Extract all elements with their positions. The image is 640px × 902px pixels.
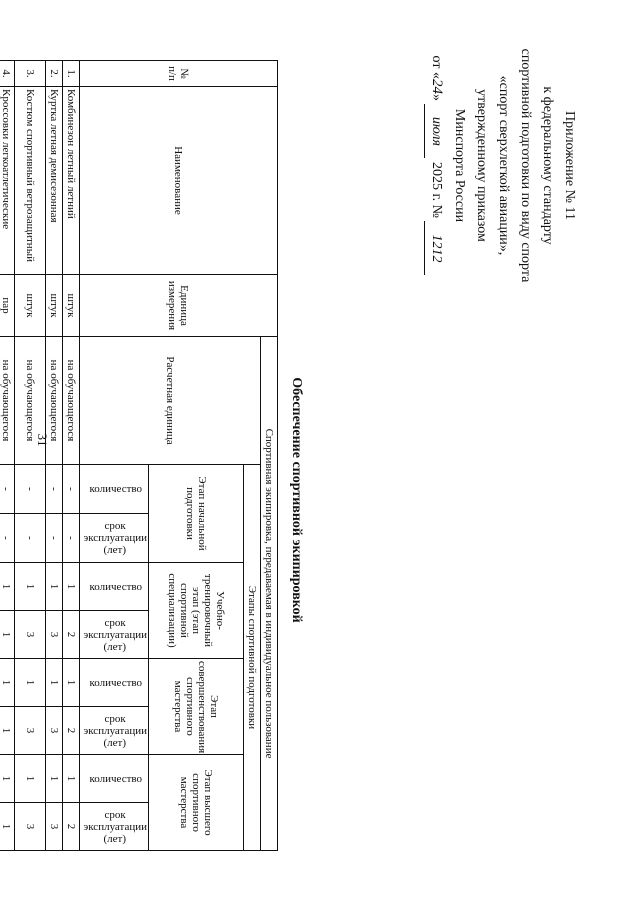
header-stages-group: Этапы спортивной подготовки	[244, 465, 261, 851]
date-mid: »	[429, 93, 444, 101]
header-qty	[79, 563, 148, 611]
row-num: 3.	[14, 61, 45, 87]
row-name: Комбинезон летный летний	[62, 87, 79, 275]
row-term: -	[14, 514, 45, 563]
row-num: 1.	[62, 61, 79, 87]
row-quantity: -	[62, 465, 79, 514]
row-num: 2.	[45, 61, 62, 87]
header-qty-text: количество	[89, 676, 142, 689]
row-name: Куртка летная демисезонная	[45, 87, 62, 275]
header-stage: Этап высшего спортивного мастерства	[149, 755, 244, 851]
row-quantity: 1	[45, 563, 62, 611]
page-title: Обеспечение спортивной экипировкой	[289, 377, 304, 623]
header-name: Наименование	[79, 87, 277, 275]
row-unit: пар	[0, 275, 14, 337]
row-quantity: -	[14, 465, 45, 514]
header-term	[79, 803, 148, 851]
header-qty	[79, 755, 148, 803]
appendix-line: «спорт сверхлегкой авиации»,	[496, 75, 511, 256]
row-name: Кроссовки легкоатлетические	[0, 87, 14, 275]
appendix-line: Минспорта России	[452, 108, 467, 223]
row-term: 2	[62, 707, 79, 755]
row-term: 3	[45, 707, 62, 755]
date-year: 2025 г. №	[429, 161, 444, 218]
table-row	[62, 61, 79, 851]
page-number: 31	[35, 433, 50, 447]
row-calc: на обучающегося	[45, 337, 62, 465]
row-calc: на обучающегося	[62, 337, 79, 465]
header-calc: Расчетная единица	[79, 337, 260, 465]
row-term: -	[45, 514, 62, 563]
row-term: 3	[45, 611, 62, 659]
header-qty	[79, 465, 148, 514]
row-quantity: 1	[62, 563, 79, 611]
row-unit: штук	[62, 275, 79, 337]
header-num: № п/п	[79, 61, 277, 87]
header-stage: Этап начальной подготовки	[149, 465, 244, 563]
header-term	[79, 707, 148, 755]
row-quantity: 1	[62, 755, 79, 803]
row-term: 3	[14, 803, 45, 851]
row-term: 2	[62, 803, 79, 851]
row-calc: на обучающегося	[14, 337, 45, 465]
header-term-text: срок эксплуатации (лет)	[83, 712, 148, 749]
row-quantity: 1	[0, 755, 14, 803]
header-term-text: срок эксплуатации (лет)	[83, 616, 148, 653]
row-name: Костюм спортивный ветрозащитный	[14, 87, 45, 275]
header-qty-text: количество	[89, 580, 142, 593]
row-term: 3	[14, 611, 45, 659]
row-quantity: -	[45, 465, 62, 514]
row-quantity: 1	[45, 755, 62, 803]
row-quantity: -	[0, 465, 14, 514]
row-term: 1	[0, 803, 14, 851]
header-qty-text: количество	[89, 772, 142, 785]
row-quantity: 1	[14, 563, 45, 611]
row-calc: на обучающегося	[0, 337, 14, 465]
date-day: 24	[429, 78, 445, 94]
date-prefix: от «	[429, 55, 444, 79]
row-term: -	[62, 514, 79, 563]
appendix-line: Приложение № 11	[562, 111, 577, 220]
header-term-text: срок эксплуатации (лет)	[83, 520, 148, 556]
row-term: 1	[0, 611, 14, 659]
order-number: 1212	[424, 221, 447, 275]
row-num: 4.	[0, 61, 14, 87]
row-term: 3	[45, 803, 62, 851]
row-quantity: 1	[62, 659, 79, 707]
row-quantity: 1	[14, 659, 45, 707]
row-quantity: 1	[45, 659, 62, 707]
row-term: -	[0, 514, 14, 563]
appendix-line: утвержденному приказом	[474, 89, 489, 242]
header-term-text: срок эксплуатации (лет)	[83, 808, 148, 845]
header-unit: Единица измерения	[79, 275, 277, 337]
row-quantity: 1	[0, 563, 14, 611]
appendix-line: спортивной подготовки по виду спорта	[518, 48, 533, 283]
appendix-line: к федеральному стандарту	[540, 86, 555, 245]
header-stage: Учебно-тренировочный этап (этап спортивной специализации)	[149, 563, 244, 659]
date-month: июля	[424, 104, 447, 158]
order-date-line	[424, 38, 448, 293]
table-row	[0, 61, 14, 851]
row-term: 3	[14, 707, 45, 755]
row-quantity: 1	[14, 755, 45, 803]
header-qty-text: количество	[89, 483, 142, 495]
row-unit: штук	[14, 275, 45, 337]
header-group: Спортивная экипировка, передаваемая в индивидуальное пользование	[261, 337, 278, 851]
appendix-block	[424, 38, 580, 293]
row-quantity: 1	[0, 659, 14, 707]
row-term: 2	[62, 611, 79, 659]
row-unit: штук	[45, 275, 62, 337]
header-qty	[79, 659, 148, 707]
header-stage: Этап совершенствования спортивного мастерства	[149, 659, 244, 755]
header-term	[79, 611, 148, 659]
header-term	[79, 514, 148, 563]
row-term: 1	[0, 707, 14, 755]
